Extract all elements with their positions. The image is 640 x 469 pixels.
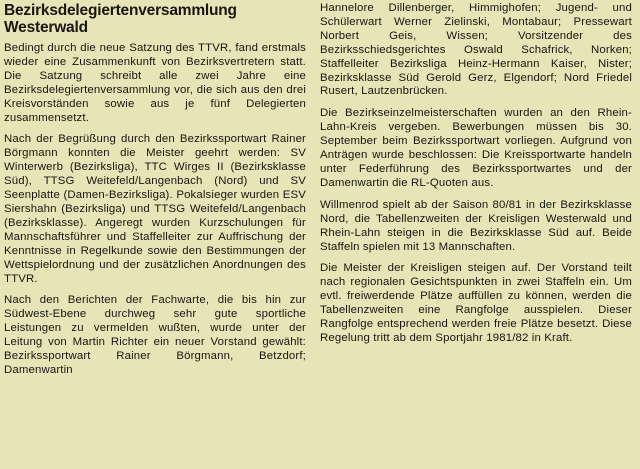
- article-headline: Bezirksdelegiertenversammlung Westerwald: [4, 2, 237, 36]
- left-paragraph-1: Bedingt durch die neue Satzung des TTVR, fand erstmals wieder eine Zusammenkunft von Bezirksvertretern statt. Die Satzung schreibt alle zwei Jahre eine Bezirksdelegiertenversammlung vor, die sich aus den drei Kreisvorständen sowie aus je fünf Delegierten zusammensetzt.: [4, 42, 306, 124]
- left-column: [4, 2, 306, 386]
- right-paragraph-3: Willmenrod spielt ab der Saison 80/81 in der Bezirksklasse Nord, die Tabellenzweiten der Kreisligen Westerwald und Rhein-Lahn steigen in die Bezirksklasse Süd auf. Beide Staffeln spielen mit 13 Mannschaften.: [320, 198, 632, 253]
- right-paragraph-4: Die Meister der Kreisligen steigen auf. Der Vorstand teilt nach regionalen Gesichtspunkten in zwei Staffeln ein. Um evtl. freiwerdende Plätze auffüllen zu können, werden die Tabellenzweiten eine Rangfolge ausspielen. Dieser Rangfolge entsprechend werden freie Plätze besetzt. Diese Regelung tritt ab dem Sportjahr 1981/82 in Kraft.: [320, 262, 632, 344]
- left-paragraph-3: Nach den Berichten der Fachwarte, die bis hin zur Südwest-Ebene durchweg sehr gute sportliche Leistungen zu vermelden wußten, wurde unter der Leitung von Martin Richter ein neuer Vorstand gewählt: Bezirkssportwart Rainer Börgmann, Betzdorf; Damenwartin: [4, 294, 306, 376]
- right-paragraph-2: Die Bezirkseinzelmeisterschaften wurden an den Rhein-Lahn-Kreis vergeben. Bewerbungen müssen bis 30. September beim Bezirkssportwart vorliegen. Aufgrund von Anträgen wurde beschlossen: Die Kreissportwarte handeln unter Federführung des Bezirkssportwartes und der Damenwartin die RL-Quoten aus.: [320, 107, 632, 189]
- right-column: [320, 2, 632, 354]
- left-paragraph-2: Nach der Begrüßung durch den Bezirkssportwart Rainer Börgmann konnten die Meister geehrt werden: SV Winterwerb (Bezirksliga), TTC Wirges II (Bezirksklasse Süd), TTSG Weitefeld/Langenbach (Nord) und SV Seenplatte (Damen-Bezirksliga). Pokalsieger wurden ESV Siershahn (Bezirksliga) und TTSG Weitefeld/Langenbach (Bezirksklasse). Angeregt wurden Kurzschulungen für Mannschaftsführer und Staffelleiter zur Auffrischung der Kenntnisse in Regelkunde sowie den Bestimmungen der Wettspielordnung und der zusätzlichen Anordnungen des TTVR.: [4, 133, 306, 285]
- right-paragraph-1: Hannelore Dillenberger, Himmighofen; Jugend- und Schülerwart Werner Zielinski, Montabaur; Pressewart Norbert Geis, Wissen; Vorsitzender des Bezirksschiedsgerichtes Oswald Schafrick, Norken; Staffelleiter Bezirksliga Heinz-Hermann Kaiser, Nister; Bezirksklasse Süd Gerold Gerz, Elgendorf; Nord Friedel Rusert, Lautzenbrücken.: [320, 2, 632, 98]
